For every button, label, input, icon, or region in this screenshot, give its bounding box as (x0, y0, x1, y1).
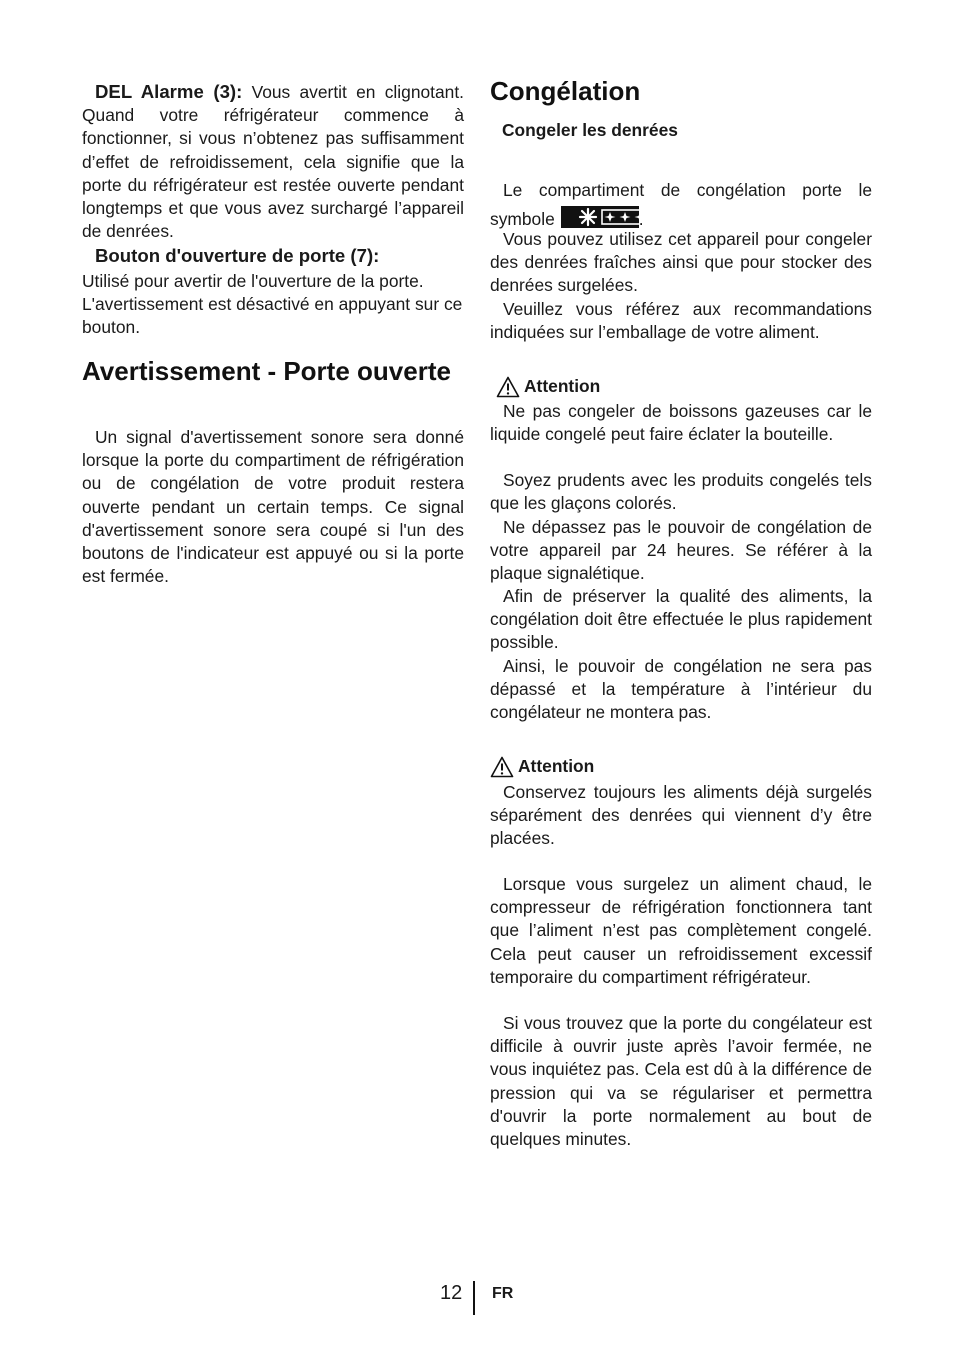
symbol-text-end: . (638, 209, 644, 229)
avertissement-heading: Avertissement - Porte ouverte (82, 356, 451, 386)
attention-label-2: Attention (518, 756, 595, 776)
language-code: FR (492, 1285, 514, 1302)
del-alarme-text: Vous avertit en clignotant. Quand votre réfrigérateur commence à fonctionner, si vous n’obtenez pas suffisamment d’effet de refroidissement, cela signifie que la porte du réfrigérateur est restée ouverte pendant longtemps et que vous avez surchargé l’appareil de denrées. (82, 82, 464, 242)
bouton-text: Utilisé pour avertir de l'ouverture de la porte. L'avertissement est désactivé en appuyant sur ce bouton. (82, 271, 463, 338)
bouton-label: Bouton d'ouverture de porte (7): (95, 245, 380, 266)
attention1-paragraph-3: Ne dépassez pas le pouvoir de congélation de votre appareil par 24 heures. Se référer à la plaque signalétique. (490, 517, 872, 584)
congelation-heading: Congélation (490, 76, 641, 106)
symbol-paragraph (490, 176, 872, 234)
attention2-paragraph-1: Conservez toujours les aliments déjà surgelés séparément des denrées qui viennent d’y être placées. (490, 782, 872, 849)
del-alarme-label: DEL Alarme (3): (95, 81, 243, 102)
attention1-paragraph-2: Soyez prudents avec les produits congelés tels que les glaçons colorés. (490, 470, 872, 514)
warning-triangle-icon (496, 376, 520, 398)
attention1-paragraph-5: Ainsi, le pouvoir de congélation ne sera pas dépassé et la température à l’intérieur du congélateur ne montera pas. (490, 656, 872, 723)
attention-heading-1 (496, 374, 872, 398)
congeler-subheading: Congeler les denrées (502, 120, 678, 140)
attention-heading-2 (490, 754, 872, 778)
page-number: 12 (440, 1282, 463, 1304)
attention1-paragraph-4: Afin de préserver la qualité des aliments, la congélation doit être effectuée le plus rapidement possible. (490, 586, 872, 653)
warning-triangle-icon (490, 756, 514, 778)
attention2-paragraph-2: Lorsque vous surgelez un aliment chaud, le compresseur de réfrigération fonctionnera tant que l’aliment n’est pas complètement congelé. Cela peut causer un refroidissement excessif temporaire du compartiment réfrigérateur. (490, 874, 872, 987)
avertissement-paragraph: Un signal d'avertissement sonore sera donné lorsque la porte du compartiment de réfrigération ou de congélation de votre produit restera ouverte pendant un certain temps. Ce signal d'avertissement sonore sera coupé si l'un des boutons de l'indicateur est appuyé ou si la porte est fermée. (82, 427, 464, 587)
symbol-text: Le compartiment de congélation porte le symbole (490, 180, 872, 229)
del-alarme-paragraph (82, 80, 464, 243)
attention1-paragraph-1: Ne pas congeler de boissons gazeuses car le liquide congelé peut faire éclater la bouteille. (490, 401, 872, 445)
congeler-paragraph-3: Veuillez vous référez aux recommandations indiquées sur l’emballage de votre aliment. (490, 299, 872, 343)
congeler-paragraph-2: Vous pouvez utilisez cet appareil pour congeler des denrées fraîches ainsi que pour stocker des denrées surgelées. (490, 229, 872, 296)
attention2-paragraph-3: Si vous trouvez que la porte du congélateur est difficile à ouvrir juste après l’avoir fermée, ne vous inquiétez pas. Cela est dû à la différence de pression qui va se régulariser et permettra d'ouvrir la porte normalement au bout de quelques minutes. (490, 1013, 872, 1150)
attention-label-1: Attention (524, 376, 601, 396)
bouton-label-line (82, 244, 464, 268)
freezer-star-symbol-icon (561, 206, 639, 228)
footer-divider (473, 1281, 475, 1315)
